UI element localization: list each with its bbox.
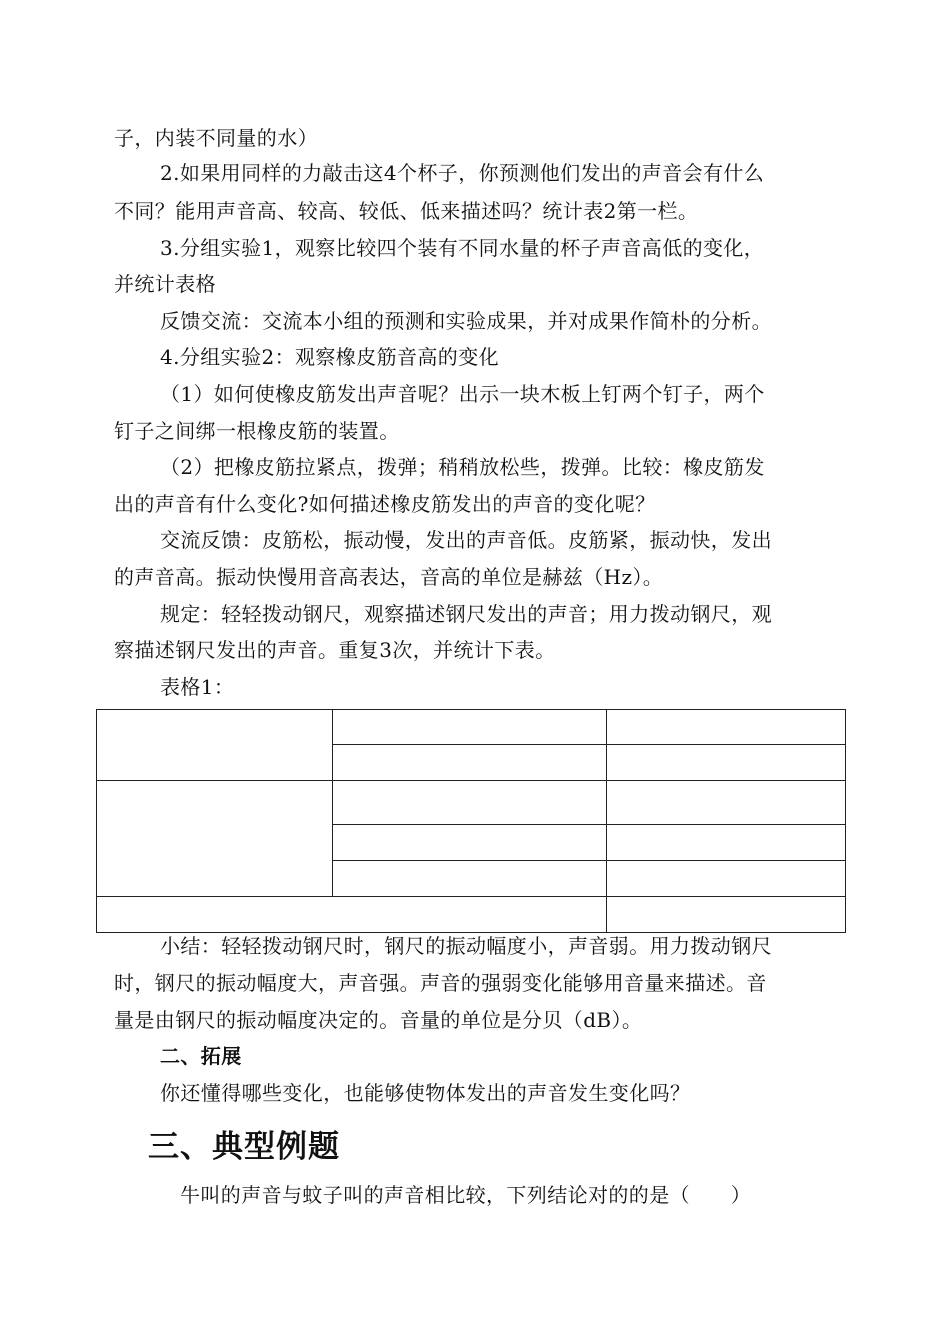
paragraph-line: （2）把橡皮筋拉紧点，拨弹；稍稍放松些，拨弹。比较：橡皮筋发: [160, 455, 765, 479]
paragraph-line: 子，内装不同量的水）: [114, 126, 318, 150]
summary-line: 量是由钢尺的振动幅度决定的。音量的单位是分贝（dB）。: [114, 1008, 643, 1032]
table-cell: [332, 710, 607, 745]
paragraph-line: 4.分组实验2：观察橡皮筋音高的变化: [160, 345, 500, 369]
paragraph-line: 出的声音有什么变化?如何描述橡皮筋发出的声音的变化呢？: [114, 492, 656, 516]
table-cell: [607, 825, 846, 861]
table-cell: [97, 710, 333, 781]
table-cell: [607, 861, 846, 897]
table-cell: [607, 745, 846, 781]
section-heading-expand: 二、拓展: [160, 1044, 242, 1068]
paragraph-line: 交流反馈：皮筋松，振动慢，发出的声音低。皮筋紧，振动快，发出: [160, 528, 772, 552]
paragraph-line: （1）如何使橡皮筋发出声音呢？出示一块木板上钉两个钉子，两个: [160, 382, 765, 406]
paragraph-line: 3.分组实验1，观察比较四个装有不同水量的杯子声音高低的变化，: [160, 236, 765, 260]
paragraph-line: 察描述钢尺发出的声音。重复3次，并统计下表。: [114, 638, 556, 662]
table-cell: [607, 710, 846, 745]
paragraph-line: 2.如果用同样的力敲击这4个杯子，你预测他们发出的声音会有什么: [160, 161, 765, 185]
paragraph-line: 不同？能用声音高、较高、较低、低来描述吗？统计表2第一栏。: [114, 199, 699, 223]
example-question: 牛叫的声音与蚊子叫的声音相比较，下列结论对的的是（ ）: [180, 1183, 752, 1207]
table-cell: [332, 861, 607, 897]
expand-text: 你还懂得哪些变化，也能够使物体发出的声音发生变化吗？: [160, 1081, 691, 1105]
table-cell: [97, 781, 333, 897]
paragraph-line: 钉子之间绑一根橡皮筋的装置。: [114, 419, 400, 443]
table-cell: [332, 781, 607, 825]
table-cell: [607, 897, 846, 933]
paragraph-line: 规定：轻轻拨动钢尺，观察描述钢尺发出的声音；用力拨动钢尺，观: [160, 602, 772, 626]
section-heading-examples: 三、典型例题: [148, 1129, 340, 1165]
table-cell: [332, 825, 607, 861]
table-cell: [97, 897, 607, 933]
paragraph-line: 并统计表格: [114, 272, 216, 296]
table-cell: [332, 745, 607, 781]
paragraph-line: 的声音高。振动快慢用音高表达，音高的单位是赫兹（Hz）。: [114, 565, 664, 589]
summary-line: 时，钢尺的振动幅度大，声音强。声音的强弱变化能够用音量来描述。音: [114, 971, 767, 995]
paragraph-line: 反馈交流：交流本小组的预测和实验成果，并对成果作简朴的分析。: [160, 309, 772, 333]
table-cell: [607, 781, 846, 825]
summary-line: 小结：轻轻拨动钢尺时，钢尺的振动幅度小，声音弱。用力拨动钢尺: [160, 934, 772, 958]
table-caption: 表格1：: [160, 675, 235, 699]
table-1: [96, 709, 846, 933]
